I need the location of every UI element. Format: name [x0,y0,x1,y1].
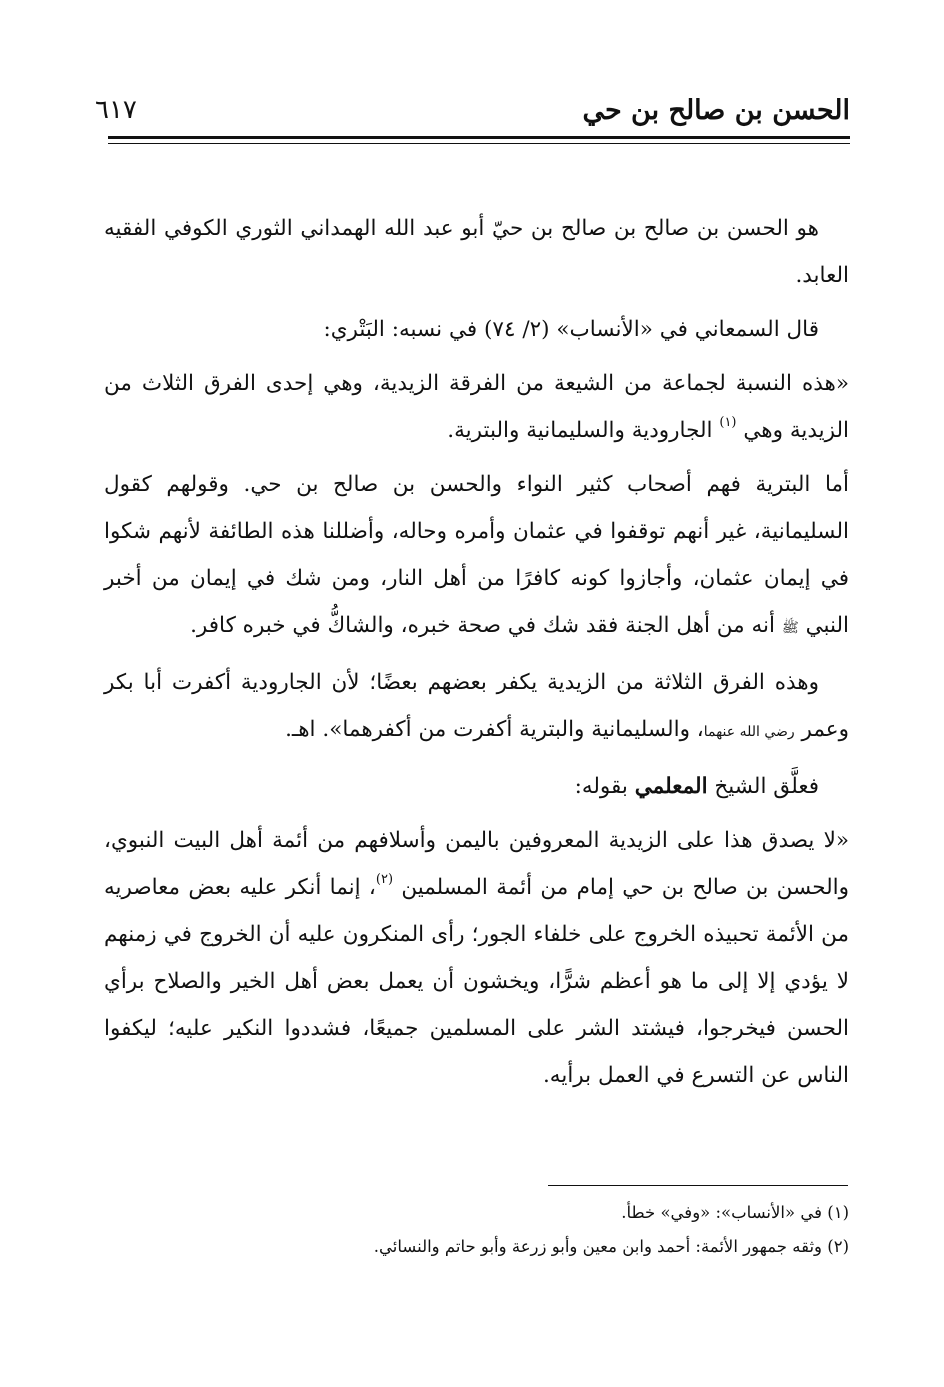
sheikh-name: المعلمي [634,774,708,799]
paragraph-three-sects [104,659,849,756]
paragraph-nisba [104,360,849,454]
paragraph-batriyya [104,461,849,652]
comment-text-b: ، إنما أنكر عليه بعض معاصريه من الأئمة تحبيذه الخروج على خلفاء الجور؛ رأى المنكرون عليه أن الخروج في زمنهم لا يؤدي إلا إلى ما هو أعظم شرًّا، ويخشون أن يعمل بعض أهل الخير والصلاح برأي الحسن فيخرجوا، فيشتد الشر على المسلمين جميعًا، فشددوا النكير عليه؛ ليكفوا الناس عن التسرع في العمل برأيه. [104,875,850,1088]
comment-intro-a: فعلَّق الشيخ [714,774,819,799]
paragraph-muallimi-comment [104,817,849,1099]
comment-text-a: «لا يصدق هذا على الزيدية المعروفين باليمن وأسلافهم من أئمة أهل البيت النبوي، والحسن بن صالح بن حي إمام من أئمة المسلمين [104,828,850,900]
three-sects-text-b: ، والسليمانية والبترية أكفرت من أكفرهما». اهـ. [285,717,704,742]
three-sects-text-a: وهذه الفرق الثلاثة من الزيدية يكفر بعضهم بعضًا؛ لأن الجارودية أكفرت أبا بكر وعمر [104,670,849,742]
body-text [104,205,849,1106]
intro-text: هو الحسن بن صالح بن صالح بن حيّ أبو عبد الله الهمداني الثوري الكوفي الفقيه العابد. [104,216,849,288]
footnotes [104,1196,849,1264]
batriyya-text-a: أما البترية فهم أصحاب كثير النواء والحسن بن صالح بن حي. وقولهم كقول السليمانية، غير أنهم توقفوا في عثمان وأمره وحاله، وأضللنا هذه الطائفة لأنهم شكوا في إيمان عثمان، وأجازوا كونه كافرًا من أهل النار، ومن شك في إيمان من أخبر النبي [104,472,849,638]
footnote-2: (٢) وثقه جمهور الأئمة: أحمد وابن معين وأبو زرعة وأبو حاتم والنسائي. [373,1237,849,1256]
paragraph-comment-intro [104,763,849,810]
salawat-glyph: ﷺ [781,620,799,636]
header-rule-thick [108,136,850,139]
footnote-ref-1: (١) [719,415,737,430]
comment-intro-b: بقوله: [574,774,628,799]
paragraph-intro [104,205,849,299]
footnote-separator [548,1185,848,1186]
running-title: الحسن بن صالح بن حي [582,94,850,126]
batriyya-text-b: أنه من أهل الجنة فقد شك في صحة خبره، والشاكُّ في خبره كافر. [190,613,775,638]
honorific-glyph: رضي الله عنهما [703,724,795,740]
footnote-ref-2: (٢) [375,872,394,887]
page-number: ٦١٧ [95,95,137,125]
nisba-text-a: «هذه النسبة لجماعة من الشيعة من الفرقة الزيدية، وهي إحدى الفرق الثلاث من الزيدية وهي [104,371,849,443]
nisba-text-b: الجارودية والسليمانية والبترية. [447,418,713,443]
footnote-1: (١) في «الأنساب»: «وفي» خطأ. [621,1203,849,1222]
paragraph-samani-quote-intro [104,306,849,353]
page-header [95,88,850,132]
header-rule-thin [108,143,850,144]
samani-intro-text: قال السمعاني في «الأنساب» (٢/ ٧٤) في نسبه: البَتْري: [323,317,819,342]
